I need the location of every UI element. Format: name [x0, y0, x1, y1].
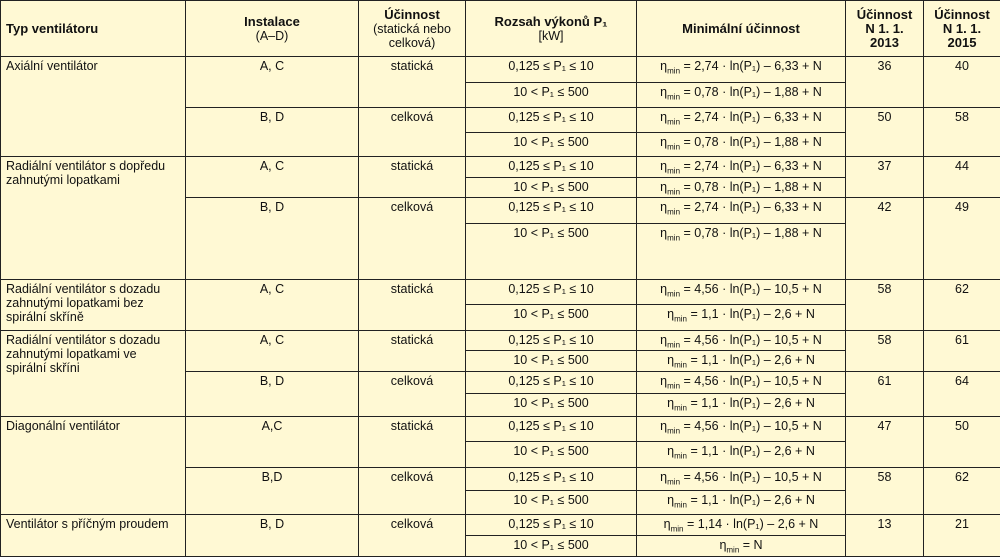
power-range-cell: 10 < P₁ ≤ 500: [466, 351, 637, 371]
fan-type-cell: Axiální ventilátor: [1, 57, 186, 157]
installation-cell: A, C: [186, 330, 359, 371]
n-2013-cell: 42: [846, 198, 924, 280]
header-installation: [186, 1, 359, 57]
table-row: [1, 57, 1000, 83]
n-2015-cell: 61: [924, 330, 1000, 371]
power-range-cell: 10 < P₁ ≤ 500: [466, 305, 637, 331]
efficiency-type-cell: statická: [359, 157, 466, 198]
fan-type-cell: Radiální ventilátor s dozadu zahnutými lopatkami ve spirální skříni: [1, 330, 186, 416]
installation-cell: B, D: [186, 198, 359, 280]
n-2015-cell: 62: [924, 467, 1000, 514]
efficiency-type-cell: celková: [359, 371, 466, 416]
formula-cell: $\eta_{min} = 1,1 \cdot \ln(P_1) - 2,6 + N$: [637, 442, 846, 468]
formula-cell: $\eta_{min} = 4,56 \cdot \ln(P_1) - 10,5 + N$: [637, 416, 846, 442]
header-n-2015: Účinnost N 1. 1. 2015: [924, 1, 1000, 57]
power-range-cell: 0,125 ≤ P₁ ≤ 10: [466, 157, 637, 177]
efficiency-type-cell: celková: [359, 514, 466, 556]
efficiency-type-cell: statická: [359, 57, 466, 108]
installation-cell: A, C: [186, 157, 359, 198]
formula-cell: $\eta_{min} = 2,74 \cdot \ln(P_1) - 6,33 + N$: [637, 57, 846, 83]
n-2015-cell: 58: [924, 108, 1000, 157]
power-range-cell: 10 < P₁ ≤ 500: [466, 536, 637, 557]
table-row: [1, 330, 1000, 350]
installation-cell: B,D: [186, 467, 359, 514]
n-2013-cell: 58: [846, 467, 924, 514]
formula-cell: $\eta_{min} = 1,14 \cdot \ln(P_1) - 2,6 + N$: [637, 514, 846, 535]
power-range-cell: 10 < P₁ ≤ 500: [466, 223, 637, 279]
power-range-cell: 0,125 ≤ P₁ ≤ 10: [466, 279, 637, 305]
formula-cell: $\eta_{min} = 4,56 \cdot \ln(P_1) - 10,5 + N$: [637, 371, 846, 393]
n-2013-cell: 58: [846, 279, 924, 330]
n-2013-cell: 37: [846, 157, 924, 198]
header-efficiency: [359, 1, 466, 57]
power-range-cell: 0,125 ≤ P₁ ≤ 10: [466, 330, 637, 350]
n-2015-cell: 40: [924, 57, 1000, 108]
header-n-2013: Účinnost N 1. 1. 2013: [846, 1, 924, 57]
power-range-cell: 10 < P₁ ≤ 500: [466, 442, 637, 468]
header-efficiency-sub: (statická nebo celková): [373, 21, 451, 50]
n-2013-cell: 36: [846, 57, 924, 108]
power-range-cell: 0,125 ≤ P₁ ≤ 10: [466, 57, 637, 83]
formula-cell: $\eta_{min} = 4,56 \cdot \ln(P_1) - 10,5 + N$: [637, 330, 846, 350]
n-2013-cell: 50: [846, 108, 924, 157]
formula-cell: $\eta_{min} = 1,1 \cdot \ln(P_1) - 2,6 + N$: [637, 394, 846, 416]
table-row: [1, 416, 1000, 442]
n-2015-cell: 64: [924, 371, 1000, 416]
installation-cell: B, D: [186, 108, 359, 157]
header-type: Typ ventilátoru: [1, 1, 186, 57]
power-range-cell: 10 < P₁ ≤ 500: [466, 177, 637, 197]
fan-type-cell: Radiální ventilátor s dopředu zahnutými lopatkami: [1, 157, 186, 280]
formula-cell: $\eta_{min} = 1,1 \cdot \ln(P_1) - 2,6 + N$: [637, 305, 846, 331]
table-row: [1, 157, 1000, 177]
installation-cell: A, C: [186, 279, 359, 330]
formula-cell: $\eta_{min} = 2,74 \cdot \ln(P_1) - 6,33 + N$: [637, 108, 846, 133]
power-range-cell: 10 < P₁ ≤ 500: [466, 491, 637, 515]
formula-cell: $\eta_{min} = 0,78 \cdot \ln(P_1) - 1,88 + N$: [637, 132, 846, 157]
formula-cell: $\eta_{min} = 1,1 \cdot \ln(P_1) - 2,6 + N$: [637, 491, 846, 515]
formula-cell: $\eta_{min} = N$: [637, 536, 846, 557]
power-range-cell: 10 < P₁ ≤ 500: [466, 82, 637, 108]
header-row: [1, 1, 1000, 57]
table-row: [1, 514, 1000, 535]
installation-cell: B, D: [186, 371, 359, 416]
header-min-efficiency: Minimální účinnost: [637, 1, 846, 57]
power-range-cell: 10 < P₁ ≤ 500: [466, 132, 637, 157]
table-row: [1, 279, 1000, 305]
n-2013-cell: 58: [846, 330, 924, 371]
n-2015-cell: 21: [924, 514, 1000, 556]
header-power-range: [466, 1, 637, 57]
n-2015-cell: 49: [924, 198, 1000, 280]
power-range-cell: 0,125 ≤ P₁ ≤ 10: [466, 371, 637, 393]
n-2015-cell: 62: [924, 279, 1000, 330]
installation-cell: A,C: [186, 416, 359, 467]
efficiency-type-cell: statická: [359, 416, 466, 467]
formula-cell: $\eta_{min} = 4,56 \cdot \ln(P_1) - 10,5 + N$: [637, 279, 846, 305]
fan-type-cell: Diagonální ventilátor: [1, 416, 186, 514]
efficiency-type-cell: statická: [359, 330, 466, 371]
power-range-cell: 0,125 ≤ P₁ ≤ 10: [466, 514, 637, 535]
fan-type-cell: Ventilátor s příčným proudem: [1, 514, 186, 556]
power-range-cell: 0,125 ≤ P₁ ≤ 10: [466, 198, 637, 224]
header-installation-sub: (A–D): [255, 28, 289, 43]
power-range-cell: 0,125 ≤ P₁ ≤ 10: [466, 416, 637, 442]
formula-cell: $\eta_{min} = 0,78 \cdot \ln(P_1) - 1,88 + N$: [637, 223, 846, 279]
power-range-cell: 0,125 ≤ P₁ ≤ 10: [466, 467, 637, 491]
installation-cell: A, C: [186, 57, 359, 108]
fan-type-cell: Radiální ventilátor s dozadu zahnutými lopatkami bez spirální skříně: [1, 279, 186, 330]
header-power-range-sub: [kW]: [538, 28, 564, 43]
formula-cell: $\eta_{min} = 0,78 \cdot \ln(P_1) - 1,88 + N$: [637, 177, 846, 197]
efficiency-type-cell: statická: [359, 279, 466, 330]
formula-cell: $\eta_{min} = 0,78 \cdot \ln(P_1) - 1,88 + N$: [637, 82, 846, 108]
efficiency-type-cell: celková: [359, 467, 466, 514]
installation-cell: B, D: [186, 514, 359, 556]
power-range-cell: 0,125 ≤ P₁ ≤ 10: [466, 108, 637, 133]
n-2015-cell: 44: [924, 157, 1000, 198]
header-installation-label: Instalace: [244, 13, 300, 29]
n-2015-cell: 50: [924, 416, 1000, 467]
formula-cell: $\eta_{min} = 1,1 \cdot \ln(P_1) - 2,6 + N$: [637, 351, 846, 371]
formula-cell: $\eta_{min} = 4,56 \cdot \ln(P_1) - 10,5 + N$: [637, 467, 846, 491]
efficiency-type-cell: celková: [359, 198, 466, 280]
efficiency-type-cell: celková: [359, 108, 466, 157]
power-range-cell: 10 < P₁ ≤ 500: [466, 394, 637, 416]
n-2013-cell: 61: [846, 371, 924, 416]
n-2013-cell: 47: [846, 416, 924, 467]
n-2013-cell: 13: [846, 514, 924, 556]
formula-cell: $\eta_{min} = 2,74 \cdot \ln(P_1) - 6,33 + N$: [637, 157, 846, 177]
header-efficiency-label: Účinnost: [384, 6, 440, 22]
formula-cell: $\eta_{min} = 2,74 \cdot \ln(P_1) - 6,33 + N$: [637, 198, 846, 224]
header-power-range-label: Rozsah výkonů P₁: [494, 13, 608, 29]
